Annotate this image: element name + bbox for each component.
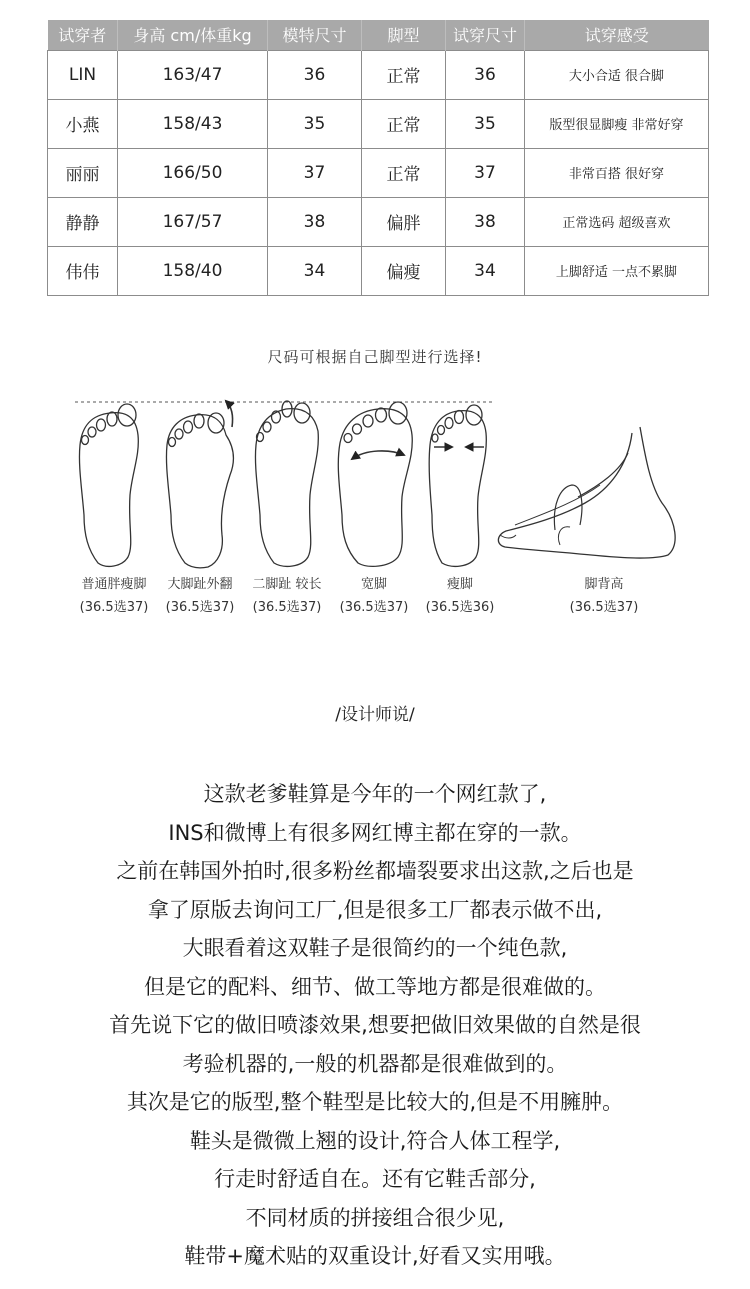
designer-story bbox=[0, 775, 750, 1276]
cell-tried-size: 35 bbox=[446, 99, 525, 148]
cell-foot-type: 偏胖 bbox=[362, 197, 446, 246]
bunion-foot-icon bbox=[166, 401, 233, 568]
foot-type-advice: (36.5选37) bbox=[569, 600, 639, 615]
story-line: 不同材质的拼接组合很少见, bbox=[245, 1205, 505, 1230]
table-header-row bbox=[48, 20, 709, 50]
cell-height-weight: 163/47 bbox=[118, 50, 268, 99]
cell-feeling: 上脚舒适 一点不累脚 bbox=[525, 246, 709, 295]
cell-foot-type: 正常 bbox=[362, 99, 446, 148]
cell-tried-size: 34 bbox=[446, 246, 525, 295]
fit-table bbox=[47, 20, 709, 296]
cell-tester: 伟伟 bbox=[48, 246, 118, 295]
foot-type-advice: (36.5选37) bbox=[339, 600, 409, 615]
story-line: 之前在韩国外拍时,很多粉丝都墙裂要求出这款,之后也是 bbox=[116, 859, 634, 883]
foot-type-name: 二脚趾 较长 bbox=[252, 577, 322, 592]
foot-type-advice: (36.5选37) bbox=[165, 600, 235, 615]
cell-model-size: 34 bbox=[268, 246, 362, 295]
header-feeling: 试穿感受 bbox=[525, 20, 709, 50]
foot-guide-title: 尺码可根据自己脚型进行选择! bbox=[267, 348, 483, 366]
cell-tester: LIN bbox=[48, 50, 118, 99]
cell-tester: 小燕 bbox=[48, 99, 118, 148]
normal-foot-icon bbox=[79, 404, 138, 566]
cell-tried-size: 37 bbox=[446, 148, 525, 197]
cell-feeling: 大小合适 很合脚 bbox=[525, 50, 709, 99]
cell-tried-size: 38 bbox=[446, 197, 525, 246]
header-foot-type: 脚型 bbox=[362, 20, 446, 50]
cell-model-size: 35 bbox=[268, 99, 362, 148]
cell-model-size: 37 bbox=[268, 148, 362, 197]
cell-model-size: 38 bbox=[268, 197, 362, 246]
cell-foot-type: 正常 bbox=[362, 148, 446, 197]
cell-feeling: 版型很显脚瘦 非常好穿 bbox=[525, 99, 709, 148]
foot-type-advice: (36.5选37) bbox=[252, 600, 322, 615]
table-row bbox=[48, 148, 709, 197]
foot-type-advice: (36.5选36) bbox=[425, 600, 495, 615]
cell-height-weight: 158/40 bbox=[118, 246, 268, 295]
cell-tester: 丽丽 bbox=[48, 148, 118, 197]
header-height-weight: 身高 cm/体重kg bbox=[118, 20, 268, 50]
cell-height-weight: 167/57 bbox=[118, 197, 268, 246]
narrow-foot-icon bbox=[429, 405, 486, 566]
cell-feeling: 正常选码 超级喜欢 bbox=[525, 197, 709, 246]
story-line: 这款老爹鞋算是今年的一个网红款了, bbox=[203, 782, 547, 806]
cell-model-size: 36 bbox=[268, 50, 362, 99]
story-line: 其次是它的版型,整个鞋型是比较大的,但是不用臃肿。 bbox=[126, 1090, 624, 1114]
story-line: INS和微博上有很多网红博主都在穿的一款。 bbox=[168, 820, 582, 845]
wide-foot-icon bbox=[338, 402, 412, 566]
foot-label-narrow bbox=[400, 573, 520, 619]
story-line: 首先说下它的做旧喷漆效果,想要把做旧效果做的自然是很 bbox=[109, 1013, 641, 1037]
foot-type-illustrations bbox=[0, 385, 750, 570]
header-tester: 试穿者 bbox=[48, 20, 118, 50]
foot-label-high-instep bbox=[544, 573, 664, 619]
cell-height-weight: 166/50 bbox=[118, 148, 268, 197]
cell-tried-size: 36 bbox=[446, 50, 525, 99]
long-second-toe-foot-icon bbox=[255, 401, 318, 566]
table-row bbox=[48, 246, 709, 295]
cell-feeling: 非常百搭 很好穿 bbox=[525, 148, 709, 197]
header-tried-size: 试穿尺寸 bbox=[446, 20, 525, 50]
story-line: 考验机器的,一般的机器都是很难做到的。 bbox=[182, 1051, 568, 1076]
story-line: 但是它的配料、细节、做工等地方都是很难做的。 bbox=[144, 974, 606, 999]
cell-foot-type: 正常 bbox=[362, 50, 446, 99]
story-line: 行走时舒适自在。还有它鞋舌部分, bbox=[214, 1167, 536, 1191]
table-row bbox=[48, 50, 709, 99]
table-row bbox=[48, 197, 709, 246]
foot-type-advice: (36.5选37) bbox=[79, 600, 149, 615]
cell-foot-type: 偏瘦 bbox=[362, 246, 446, 295]
story-line: 大眼看着这双鞋子是很简约的一个纯色款, bbox=[182, 936, 568, 960]
foot-type-name: 瘦脚 bbox=[446, 577, 473, 592]
cell-tester: 静静 bbox=[48, 197, 118, 246]
foot-type-name: 普通胖瘦脚 bbox=[81, 577, 147, 592]
story-line: 鞋头是微微上翘的设计,符合人体工程学, bbox=[189, 1128, 561, 1153]
high-instep-foot-icon bbox=[498, 427, 675, 558]
story-line: 鞋带+魔术贴的双重设计,好看又实用哦。 bbox=[184, 1244, 566, 1268]
story-line: 拿了原版去询问工厂,但是很多工厂都表示做不出, bbox=[147, 897, 603, 922]
designer-section-title: /设计师说/ bbox=[335, 705, 415, 725]
foot-type-name: 脚背高 bbox=[584, 577, 624, 592]
cell-height-weight: 158/43 bbox=[118, 99, 268, 148]
foot-type-name: 宽脚 bbox=[360, 577, 387, 592]
table-row bbox=[48, 99, 709, 148]
foot-type-name: 大脚趾外翻 bbox=[167, 577, 233, 592]
header-model-size: 模特尺寸 bbox=[268, 20, 362, 50]
